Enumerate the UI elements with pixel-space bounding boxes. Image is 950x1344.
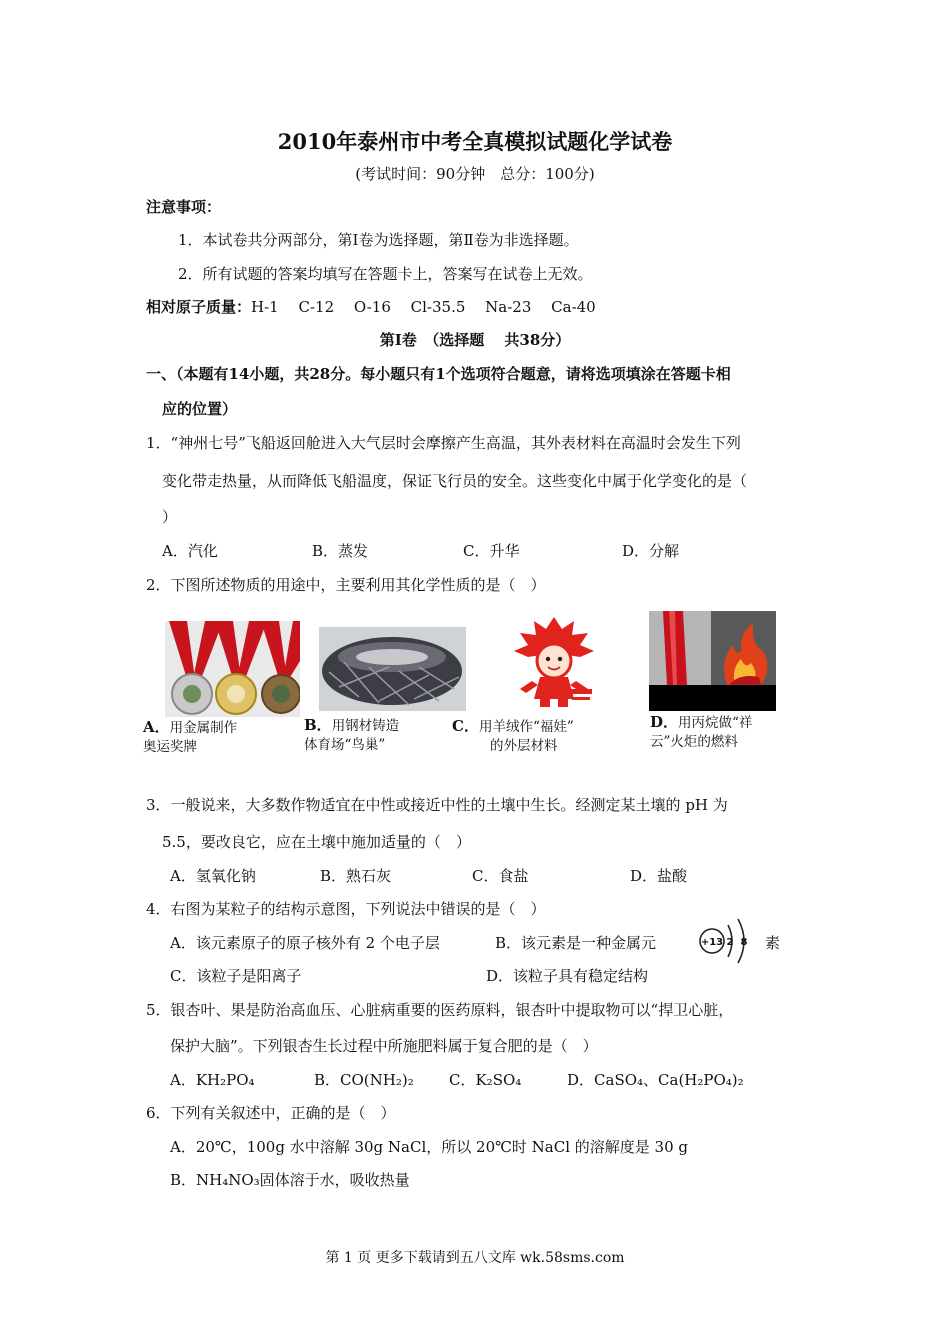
exam-title: 2010年泰州市中考全真模拟试题化学试卷 bbox=[277, 129, 673, 154]
exam-subtitle: (考试时间：90分钟 总分：100分) bbox=[355, 165, 595, 183]
q2-caption-b bbox=[304, 716, 399, 755]
q3-option-d: D．盐酸 bbox=[630, 867, 688, 885]
q4-option-c: C．该粒子是阳离子 bbox=[170, 967, 302, 985]
q1-option-b: B．蒸发 bbox=[312, 542, 369, 560]
q5-option-d: D．CaSO₄、Ca(H₂PO₄)₂ bbox=[567, 1071, 744, 1089]
q4-option-b-tail: 素 bbox=[765, 934, 781, 952]
q2-caption-a-line1: 用金属制作 bbox=[169, 720, 238, 736]
q2-caption-d bbox=[650, 713, 752, 752]
part1-instruction-line1: 一、（本题有14小题，共28分。每小题只有1个选项符合题意，请将选项填涂在答题卡相 bbox=[146, 365, 731, 383]
q2-caption-a bbox=[143, 718, 237, 757]
olympic-medals-image bbox=[165, 621, 300, 717]
shell2-electrons-label: 8 bbox=[740, 937, 748, 948]
note-1: 1．本试卷共分两部分，第Ⅰ卷为选择题，第Ⅱ卷为非选择题。 bbox=[178, 231, 579, 249]
q3-option-b: B．熟石灰 bbox=[320, 867, 392, 885]
q5-option-c: C．K₂SO₄ bbox=[449, 1071, 522, 1089]
q2-caption-d-line2: 云”火炬的燃料 bbox=[650, 734, 738, 750]
q2-caption-b-letter: B． bbox=[304, 716, 332, 734]
atomic-mass-label: 相对原子质量： bbox=[146, 298, 252, 316]
q6-stem: 6．下列有关叙述中，正确的是（ ） bbox=[146, 1104, 396, 1122]
nucleus-charge-label: +13 bbox=[700, 937, 724, 948]
q1-option-a: A．汽化 bbox=[162, 542, 218, 560]
q2-caption-c-line1: 用羊绒作“福娃” bbox=[478, 719, 574, 735]
q5-option-b: B．CO(NH₂)₂ bbox=[314, 1071, 414, 1089]
q3-line2: 5.5，要改良它，应在土壤中施加适量的（ ） bbox=[162, 833, 471, 851]
page-footer: 第 1 页 更多下载请到五八文库 wk.58sms.com bbox=[325, 1250, 625, 1266]
q2-caption-b-line2: 体育场“鸟巢” bbox=[304, 737, 386, 753]
q4-option-b: B．该元素是一种金属元 bbox=[495, 934, 657, 952]
q2-caption-d-line1: 用丙烷做“祥 bbox=[678, 715, 753, 731]
q1-line3: ） bbox=[162, 508, 178, 526]
shell1-electrons-label: 2 bbox=[726, 937, 734, 948]
q1-option-c: C．升华 bbox=[463, 542, 520, 560]
q2-caption-a-line2: 奥运奖牌 bbox=[143, 739, 197, 755]
q5-option-a: A．KH₂PO₄ bbox=[170, 1071, 255, 1089]
xiangyun-torch-image bbox=[649, 611, 776, 711]
q3-line1: 3．一般说来，大多数作物适宜在中性或接近中性的土壤中生长。经测定某土壤的 pH 为 bbox=[146, 796, 728, 814]
q4-option-d: D．该粒子具有稳定结构 bbox=[486, 967, 649, 985]
q6-option-a: A．20℃，100g 水中溶解 30g NaCl，所以 20℃时 NaCl 的溶解度是 30 g bbox=[170, 1138, 689, 1156]
q5-line1: 5．银杏叶、果是防治高血压、心脏病重要的医药原料，银杏叶中提取物可以“捍卫心脏， bbox=[146, 1001, 734, 1019]
particle-structure-diagram bbox=[692, 910, 754, 972]
q4-stem: 4．右图为某粒子的结构示意图，下列说法中错误的是（ ） bbox=[146, 900, 546, 918]
q2-caption-d-letter: D． bbox=[650, 713, 679, 731]
part1-instruction-line2: 应的位置） bbox=[162, 400, 238, 418]
birds-nest-stadium-image bbox=[319, 627, 466, 711]
q3-option-c: C．食盐 bbox=[472, 867, 529, 885]
q4-option-a: A．该元素原子的原子核外有 2 个电子层 bbox=[170, 934, 440, 952]
q1-line1: 1．“神州七号”飞船返回舱进入大气层时会摩擦产生高温，其外表材料在高温时会发生下列 bbox=[146, 434, 741, 452]
notes-heading: 注意事项： bbox=[146, 198, 222, 216]
q6-option-b: B．NH₄NO₃固体溶于水，吸收热量 bbox=[170, 1171, 410, 1189]
q1-line2: 变化带走热量，从而降低飞船温度，保证飞行员的安全。这些变化中属于化学变化的是（ bbox=[162, 472, 748, 490]
q2-stem: 2．下图所述物质的用途中，主要利用其化学性质的是（ ） bbox=[146, 576, 546, 594]
q3-option-a: A．氢氧化钠 bbox=[170, 867, 256, 885]
q2-caption-b-line1: 用钢材铸造 bbox=[331, 718, 400, 734]
q2-caption-c bbox=[452, 717, 574, 756]
section-title: 第Ⅰ卷 （选择题 共38分） bbox=[379, 331, 571, 349]
note-2: 2．所有试题的答案均填写在答题卡上，答案写在试卷上无效。 bbox=[178, 265, 593, 283]
fuwa-mascot-image bbox=[510, 615, 598, 711]
atomic-mass bbox=[146, 297, 596, 317]
q2-caption-c-line2: 的外层材料 bbox=[490, 738, 558, 754]
atomic-mass-values: H-1 C-12 O-16 Cl-35.5 Na-23 Ca-40 bbox=[251, 298, 596, 316]
q5-line2: 保护大脑”。下列银杏生长过程中所施肥料属于复合肥的是（ ） bbox=[170, 1037, 598, 1055]
q2-caption-c-letter: C． bbox=[452, 717, 479, 735]
q2-caption-a-letter: A． bbox=[143, 718, 170, 736]
q1-option-d: D．分解 bbox=[622, 542, 680, 560]
